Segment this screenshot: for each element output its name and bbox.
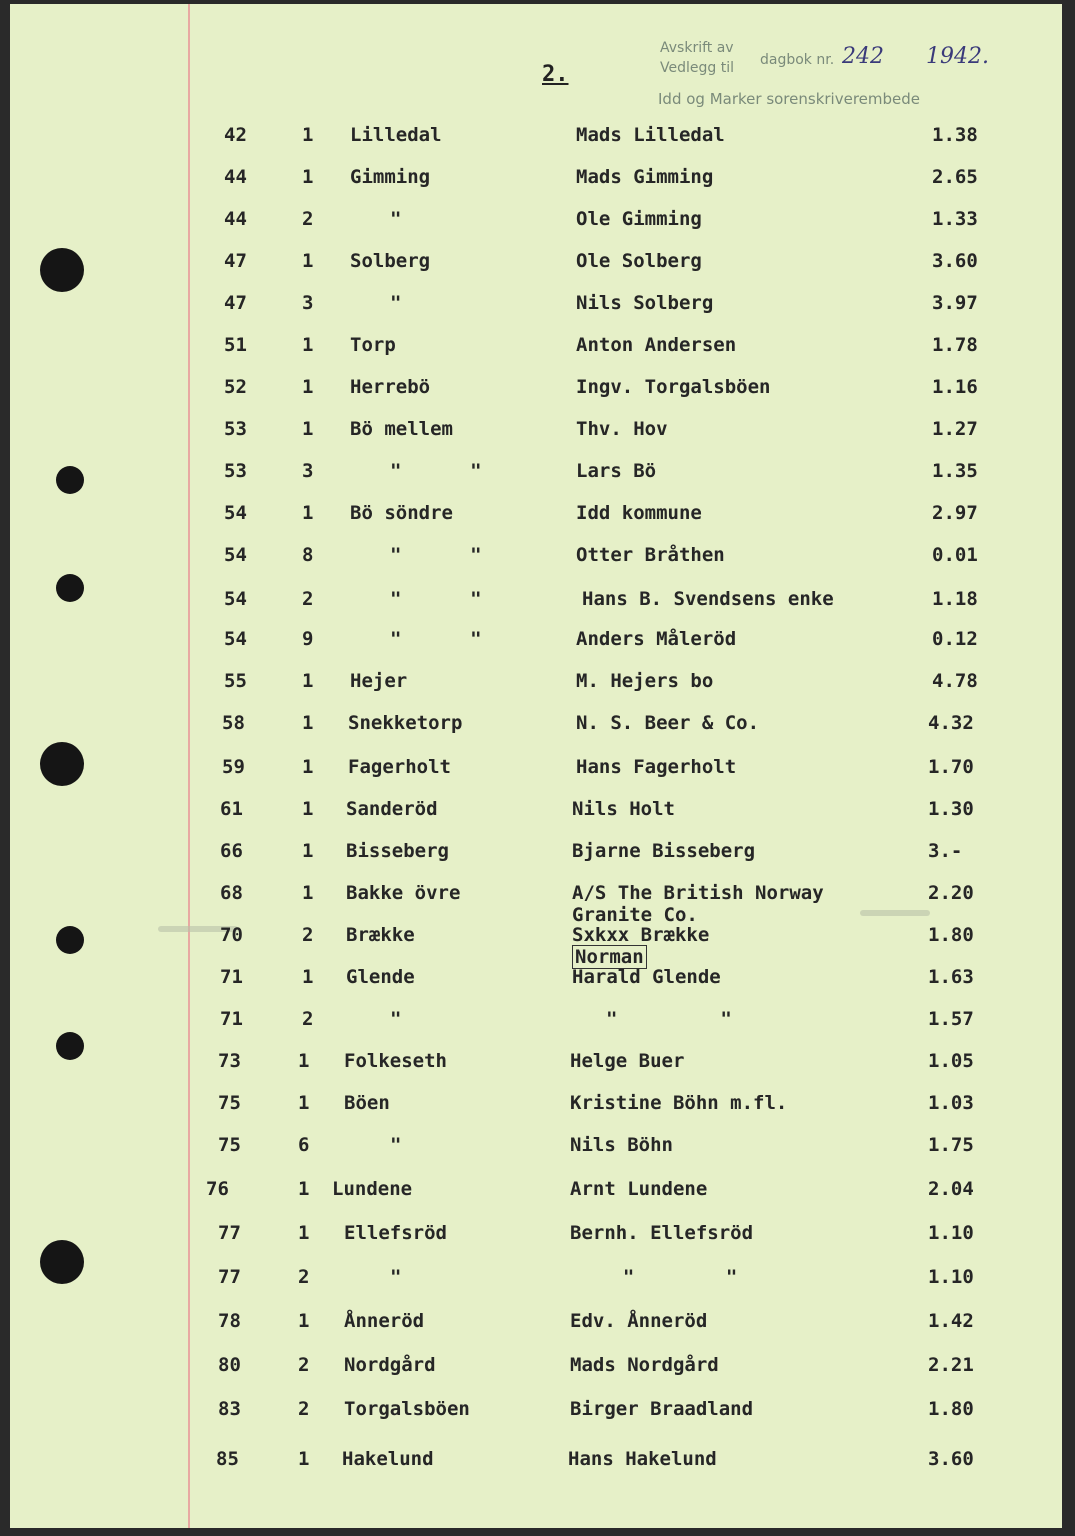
bruks-number: 3 — [302, 460, 314, 482]
table-row — [10, 1266, 1062, 1300]
owner-name: Nils Böhn — [570, 1134, 673, 1156]
bruks-number: 1 — [302, 840, 314, 862]
property-name: Nordgård — [344, 1354, 436, 1376]
owner-name: Bjarne Bisseberg — [572, 840, 756, 862]
bruks-number: 1 — [298, 1448, 310, 1470]
gaards-number: 66 — [220, 840, 243, 862]
tax-value: 1.38 — [932, 124, 978, 146]
table-row — [10, 418, 1062, 452]
document-page — [10, 4, 1062, 1528]
property-name: Brække — [346, 924, 415, 946]
table-row — [10, 208, 1062, 242]
tax-value: 1.35 — [932, 460, 978, 482]
stamp-line3: Idd og Marker sorenskriverembede — [658, 90, 921, 108]
owner-name: Anton Andersen — [576, 334, 737, 356]
gaards-number: 61 — [220, 798, 243, 820]
owner-name-line2-text: Granite Co. — [572, 904, 698, 926]
table-row — [10, 250, 1062, 284]
gaards-number: 54 — [224, 502, 247, 524]
property-name: Snekketorp — [348, 712, 463, 734]
property-name: Ånneröd — [344, 1310, 425, 1332]
table-row — [10, 1050, 1062, 1084]
property-name: Glende — [346, 966, 415, 988]
table-row — [10, 840, 1062, 874]
handwritten-year: 1942. — [926, 44, 989, 69]
gaards-number: 59 — [222, 756, 245, 778]
table-row — [10, 1398, 1062, 1432]
owner-name: A/S The British Norway — [572, 882, 824, 904]
bruks-number: 8 — [302, 544, 314, 566]
gaards-number: 77 — [218, 1266, 241, 1288]
property-name: " — [390, 208, 402, 230]
property-name: Lilledal — [350, 124, 442, 146]
bruks-number: 1 — [298, 1178, 310, 1200]
bruks-number: 2 — [298, 1354, 310, 1376]
gaards-number: 70 — [220, 924, 243, 946]
property-name: Solberg — [350, 250, 431, 272]
table-row — [10, 502, 1062, 536]
property-name: " " — [390, 588, 482, 610]
tax-value: 2.21 — [928, 1354, 974, 1376]
bruks-number: 1 — [302, 712, 314, 734]
owner-name: Ole Gimming — [576, 208, 702, 230]
tax-value: 1.16 — [932, 376, 978, 398]
gaards-number: 75 — [218, 1134, 241, 1156]
gaards-number: 52 — [224, 376, 247, 398]
property-name: " " — [390, 460, 482, 482]
tax-value: 3.60 — [932, 250, 978, 272]
owner-name: " " — [606, 1008, 732, 1030]
bruks-number: 1 — [302, 756, 314, 778]
table-row — [10, 756, 1062, 790]
property-name: Folkeseth — [344, 1050, 447, 1072]
tax-value: 3.60 — [928, 1448, 974, 1470]
table-row — [10, 670, 1062, 704]
table-row — [10, 1178, 1062, 1212]
gaards-number: 55 — [224, 670, 247, 692]
bruks-number: 1 — [302, 418, 314, 440]
tax-value: 1.63 — [928, 966, 974, 988]
table-row — [10, 1354, 1062, 1388]
gaards-number: 68 — [220, 882, 243, 904]
tax-value: 1.57 — [928, 1008, 974, 1030]
handwritten-number: 242 — [842, 44, 884, 69]
gaards-number: 51 — [224, 334, 247, 356]
table-row — [10, 924, 1062, 958]
bruks-number: 1 — [298, 1310, 310, 1332]
owner-name: Idd kommune — [576, 502, 702, 524]
property-name: Torp — [350, 334, 396, 356]
bruks-number: 2 — [302, 208, 314, 230]
property-name: Gimming — [350, 166, 431, 188]
tax-value: 3.- — [928, 840, 963, 862]
bruks-number: 2 — [302, 924, 314, 946]
tax-value: 2.65 — [932, 166, 978, 188]
owner-name: Bernh. Ellefsröd — [570, 1222, 754, 1244]
stamp-dagbok: dagbok nr. — [760, 52, 835, 68]
bruks-number: 2 — [302, 1008, 314, 1030]
bruks-number: 1 — [302, 334, 314, 356]
owner-name-line2 — [572, 904, 698, 926]
tax-value: 1.80 — [928, 924, 974, 946]
tax-value: 1.18 — [932, 588, 978, 610]
bruks-number: 1 — [302, 502, 314, 524]
table-row — [10, 798, 1062, 832]
bruks-number: 1 — [302, 250, 314, 272]
table-row — [10, 1134, 1062, 1168]
property-name: Ellefsröd — [344, 1222, 447, 1244]
table-row — [10, 588, 1062, 622]
table-row — [10, 334, 1062, 368]
table-row — [10, 712, 1062, 746]
table-row — [10, 1008, 1062, 1042]
tax-value: 1.03 — [928, 1092, 974, 1114]
owner-name-line2 — [572, 946, 647, 968]
gaards-number: 80 — [218, 1354, 241, 1376]
bruks-number: 1 — [302, 166, 314, 188]
gaards-number: 77 — [218, 1222, 241, 1244]
property-name: Böen — [344, 1092, 390, 1114]
table-row — [10, 124, 1062, 158]
gaards-number: 85 — [216, 1448, 239, 1470]
owner-name: Otter Bråthen — [576, 544, 725, 566]
bruks-number: 1 — [302, 376, 314, 398]
stamp-line2: Vedlegg til — [660, 60, 734, 76]
owner-name: Sxkxx Brække — [572, 924, 710, 946]
tax-value: 1.75 — [928, 1134, 974, 1156]
gaards-number: 58 — [222, 712, 245, 734]
table-row — [10, 292, 1062, 326]
tax-value: 3.97 — [932, 292, 978, 314]
property-name: " — [390, 1008, 402, 1030]
owner-name: Nils Holt — [572, 798, 675, 820]
owner-name-line2-text: Norman — [572, 945, 647, 969]
owner-name: Hans B. Svendsens enke — [582, 588, 834, 610]
owner-name: Edv. Ånneröd — [570, 1310, 708, 1332]
tax-value: 1.33 — [932, 208, 978, 230]
table-row — [10, 376, 1062, 410]
owner-name: " " — [600, 1266, 738, 1288]
owner-name: M. Hejers bo — [576, 670, 714, 692]
gaards-number: 47 — [224, 250, 247, 272]
bruks-number: 1 — [298, 1222, 310, 1244]
property-name: Bö mellem — [350, 418, 453, 440]
gaards-number: 83 — [218, 1398, 241, 1420]
property-name: " — [390, 292, 402, 314]
tax-value: 1.10 — [928, 1222, 974, 1244]
tax-value: 1.80 — [928, 1398, 974, 1420]
bruks-number: 1 — [302, 966, 314, 988]
bruks-number: 1 — [302, 882, 314, 904]
owner-name: Kristine Böhn m.fl. — [570, 1092, 788, 1114]
bruks-number: 2 — [298, 1398, 310, 1420]
gaards-number: 42 — [224, 124, 247, 146]
bruks-number: 1 — [298, 1092, 310, 1114]
property-name: Bisseberg — [346, 840, 449, 862]
property-name: " — [390, 1266, 402, 1288]
property-name: " " — [390, 544, 482, 566]
tax-value: 0.01 — [932, 544, 978, 566]
tax-value: 4.78 — [932, 670, 978, 692]
tax-value: 4.32 — [928, 712, 974, 734]
owner-name: Mads Nordgård — [570, 1354, 719, 1376]
owner-name: Ole Solberg — [576, 250, 702, 272]
tax-value: 0.12 — [932, 628, 978, 650]
bruks-number: 2 — [298, 1266, 310, 1288]
owner-name: Arnt Lundene — [570, 1178, 708, 1200]
owner-name: Birger Braadland — [570, 1398, 754, 1420]
table-row — [10, 628, 1062, 662]
tax-value: 1.42 — [928, 1310, 974, 1332]
stamp-line1: Avskrift av — [660, 40, 734, 56]
owner-name: Ingv. Torgalsböen — [576, 376, 771, 398]
owner-name: Harald Glende — [572, 966, 721, 988]
tax-value: 1.70 — [928, 756, 974, 778]
gaards-number: 71 — [220, 1008, 243, 1030]
gaards-number: 53 — [224, 460, 247, 482]
property-name: " " — [390, 628, 482, 650]
table-row — [10, 1222, 1062, 1256]
gaards-number: 44 — [224, 166, 247, 188]
table-row — [10, 1310, 1062, 1344]
owner-name: Hans Hakelund — [568, 1448, 717, 1470]
owner-name: Helge Buer — [570, 1050, 685, 1072]
bruks-number: 9 — [302, 628, 314, 650]
bruks-number: 1 — [302, 670, 314, 692]
property-name: Fagerholt — [348, 756, 451, 778]
owner-name: Anders Måleröd — [576, 628, 737, 650]
tax-value: 1.27 — [932, 418, 978, 440]
property-name: Hejer — [350, 670, 408, 692]
page-number: 2. — [542, 62, 569, 87]
table-row — [10, 544, 1062, 578]
gaards-number: 54 — [224, 628, 247, 650]
gaards-number: 54 — [224, 544, 247, 566]
table-row — [10, 460, 1062, 494]
bruks-number: 1 — [302, 798, 314, 820]
bruks-number: 6 — [298, 1134, 310, 1156]
table-row — [10, 966, 1062, 1000]
owner-name: Lars Bö — [576, 460, 657, 482]
bruks-number: 2 — [302, 588, 314, 610]
property-name: Lundene — [332, 1178, 413, 1200]
gaards-number: 53 — [224, 418, 247, 440]
owner-name: Mads Lilledal — [576, 124, 725, 146]
owner-name: Nils Solberg — [576, 292, 714, 314]
tax-value: 2.04 — [928, 1178, 974, 1200]
tax-value: 1.78 — [932, 334, 978, 356]
gaards-number: 76 — [206, 1178, 229, 1200]
tax-value: 1.30 — [928, 798, 974, 820]
tax-value: 2.20 — [928, 882, 974, 904]
property-name: Hakelund — [342, 1448, 434, 1470]
bruks-number: 1 — [298, 1050, 310, 1072]
tax-value: 2.97 — [932, 502, 978, 524]
gaards-number: 75 — [218, 1092, 241, 1114]
property-name: Bakke övre — [346, 882, 461, 904]
bruks-number: 3 — [302, 292, 314, 314]
gaards-number: 44 — [224, 208, 247, 230]
tax-value: 1.05 — [928, 1050, 974, 1072]
gaards-number: 73 — [218, 1050, 241, 1072]
gaards-number: 54 — [224, 588, 247, 610]
owner-name: N. S. Beer & Co. — [576, 712, 760, 734]
property-name: " — [390, 1134, 402, 1156]
gaards-number: 78 — [218, 1310, 241, 1332]
property-name: Herrebö — [350, 376, 431, 398]
table-row — [10, 1092, 1062, 1126]
gaards-number: 71 — [220, 966, 243, 988]
table-row — [10, 166, 1062, 200]
property-name: Bö söndre — [350, 502, 453, 524]
table-row — [10, 882, 1062, 916]
property-name: Torgalsböen — [344, 1398, 470, 1420]
table-row — [10, 1448, 1062, 1482]
bruks-number: 1 — [302, 124, 314, 146]
property-name: Sanderöd — [346, 798, 438, 820]
owner-name: Thv. Hov — [576, 418, 668, 440]
owner-name: Mads Gimming — [576, 166, 714, 188]
tax-value: 1.10 — [928, 1266, 974, 1288]
owner-name: Hans Fagerholt — [576, 756, 737, 778]
gaards-number: 47 — [224, 292, 247, 314]
